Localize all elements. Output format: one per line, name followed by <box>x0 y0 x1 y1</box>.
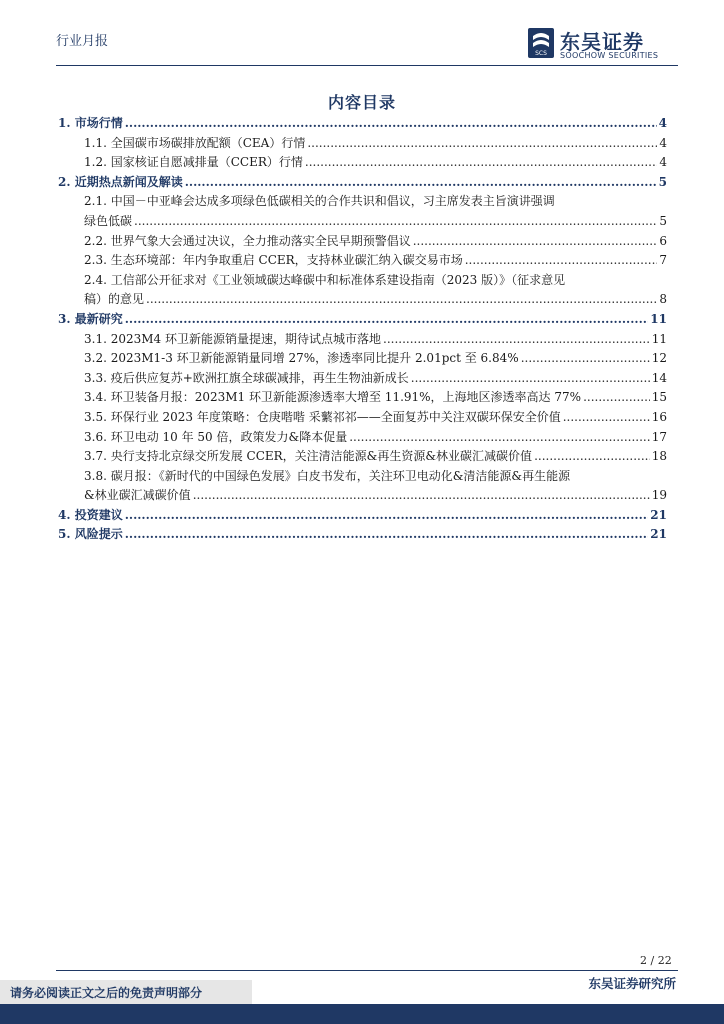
toc-entry[interactable] <box>58 349 667 369</box>
toc-entry[interactable] <box>58 447 667 467</box>
toc-entry-text: 1.2. 国家核证自愿减排量（CCER）行情 <box>84 155 303 170</box>
disclaimer-text: 请务必阅读正文之后的免责声明部分 <box>10 986 203 1000</box>
toc-page-number: 7 <box>659 253 667 268</box>
toc-page-number: 12 <box>651 351 667 366</box>
toc-entry-text: 绿色低碳 <box>84 213 133 228</box>
toc-page-number: 11 <box>651 331 667 346</box>
toc-entry-text: 3.8. 碳月报：《新时代的中国绿色发展》白皮书发布，关注环卫电动化&清洁能源&再生能源 <box>84 468 571 483</box>
toc-leader-dots <box>411 369 650 389</box>
toc-page-number: 4 <box>659 155 667 170</box>
toc-entry-text: 2.1. 中国－中亚峰会达成多项绿色低碳相关的合作共识和倡议，习主席发表主旨演讲强调 <box>84 194 555 209</box>
toc-leader-dots <box>125 506 649 526</box>
toc-leader-dots <box>349 428 650 448</box>
bottom-bar <box>0 1004 724 1024</box>
toc-leader-dots <box>521 349 650 369</box>
toc-entry[interactable] <box>58 525 667 545</box>
toc-leader-dots <box>563 408 650 428</box>
toc-entry-text: 1. 市场行情 <box>58 116 123 130</box>
toc-entry-text: 3.1. 2023M4 环卫新能源销量提速，期待试点城市落地 <box>84 331 381 346</box>
toc-entry[interactable] <box>58 232 667 252</box>
toc-leader-dots <box>583 388 650 408</box>
toc-page-number: 15 <box>651 390 667 405</box>
toc-page-number: 5 <box>658 174 667 189</box>
toc-entry-text: 1.1. 全国碳市场碳排放配额（CEA）行情 <box>84 135 306 150</box>
footer-divider <box>56 970 678 971</box>
toc-entry[interactable] <box>58 408 667 428</box>
toc-page-number: 14 <box>651 370 667 385</box>
toc-entry[interactable] <box>58 192 667 231</box>
toc-entry[interactable] <box>58 251 667 271</box>
toc-entry-text: 2.2. 世界气象大会通过决议，全力推动落实全民早期预警倡议 <box>84 233 411 248</box>
toc-page-number: 18 <box>651 449 667 464</box>
toc-entry-text: 2.4. 工信部公开征求对《工业领域碳达峰碳中和标准体系建设指南（2023 版）》（征求意见 <box>84 272 566 287</box>
toc-entry[interactable] <box>58 114 667 134</box>
institute-name: 东吴证券研究所 <box>588 976 676 991</box>
toc-page-number: 11 <box>650 311 667 326</box>
toc-leader-dots <box>534 447 650 467</box>
toc-entry-text: 3.2. 2023M1-3 环卫新能源销量同增 27%，渗透率同比提升 2.01pct 至 6.84% <box>84 351 519 366</box>
brand-mark-text: SCS <box>535 50 547 57</box>
toc-page-number: 5 <box>659 213 667 228</box>
toc-page-number: 21 <box>650 507 667 522</box>
header-divider <box>56 65 678 66</box>
toc-entry[interactable] <box>58 271 667 310</box>
toc-entry[interactable] <box>58 428 667 448</box>
report-type-label: 行业月报 <box>56 34 109 49</box>
page-indicator: 2 / 22 <box>640 954 672 967</box>
toc-entry[interactable] <box>58 467 667 506</box>
toc-title: 内容目录 <box>327 93 396 112</box>
toc-leader-dots <box>185 173 657 193</box>
toc-page-number: 21 <box>650 527 667 542</box>
toc-page-number: 19 <box>651 488 667 503</box>
toc-entry-text: 4. 投资建议 <box>58 507 123 522</box>
toc-page-number: 4 <box>658 116 667 130</box>
toc-page-number: 17 <box>651 429 667 444</box>
toc-leader-dots <box>125 114 657 134</box>
brand-name-cn: 东吴证券 <box>560 30 644 54</box>
toc-leader-dots <box>383 330 650 350</box>
toc-leader-dots <box>125 525 649 545</box>
table-of-contents <box>58 114 667 545</box>
brand-logo <box>528 26 678 62</box>
toc-leader-dots <box>305 153 657 173</box>
toc-leader-dots <box>125 310 649 330</box>
toc-leader-dots <box>465 251 658 271</box>
toc-entry[interactable] <box>58 388 667 408</box>
toc-entry-text: 3.6. 环卫电动 10 年 50 倍，政策发力&降本促量 <box>84 429 348 444</box>
toc-leader-dots <box>413 232 658 252</box>
toc-leader-dots <box>134 212 657 232</box>
toc-page-number: 6 <box>659 233 667 248</box>
toc-entry-text: 3.3. 疫后供应复苏+欧洲扛旗全球碳减排，再生生物油新成长 <box>84 370 409 385</box>
toc-page-number: 4 <box>659 135 667 150</box>
toc-entry-text: 3. 最新研究 <box>58 311 123 326</box>
toc-entry[interactable] <box>58 310 667 330</box>
toc-entry[interactable] <box>58 173 667 193</box>
toc-entry[interactable] <box>58 134 667 154</box>
toc-entry-text: &林业碳汇减碳价值 <box>84 488 191 503</box>
soochow-logo-icon <box>528 28 554 58</box>
toc-entry[interactable] <box>58 153 667 173</box>
toc-entry-text: 2. 近期热点新闻及解读 <box>58 174 183 189</box>
toc-entry-text: 3.4. 环卫装备月报：2023M1 环卫新能源渗透率大增至 11.91%，上海地区渗透率高达 77% <box>84 390 582 405</box>
toc-entry-text: 3.7. 央行支持北京绿交所发展 CCER，关注清洁能源&再生资源&林业碳汇减碳价值 <box>84 449 533 464</box>
toc-leader-dots <box>193 486 650 506</box>
toc-leader-dots <box>307 134 657 154</box>
brand-name-en: SOOCHOW SECURITIES <box>560 51 659 60</box>
disclaimer-box <box>0 980 252 1004</box>
toc-entry-text: 2.3. 生态环境部：年内争取重启 CCER，支持林业碳汇纳入碳交易市场 <box>84 253 463 268</box>
toc-entry-text: 3.5. 环保行业 2023 年度策略：仓庚喈喈 采蘩祁祁——全面复苏中关注双碳环保安全价值 <box>84 409 561 424</box>
toc-entry-text: 稿）的意见 <box>84 292 145 307</box>
toc-entry[interactable] <box>58 369 667 389</box>
toc-page-number: 8 <box>659 292 667 307</box>
toc-entry-text: 5. 风险提示 <box>58 527 123 542</box>
toc-entry[interactable] <box>58 506 667 526</box>
toc-entry[interactable] <box>58 330 667 350</box>
toc-page-number: 16 <box>651 409 667 424</box>
toc-leader-dots <box>146 290 657 310</box>
